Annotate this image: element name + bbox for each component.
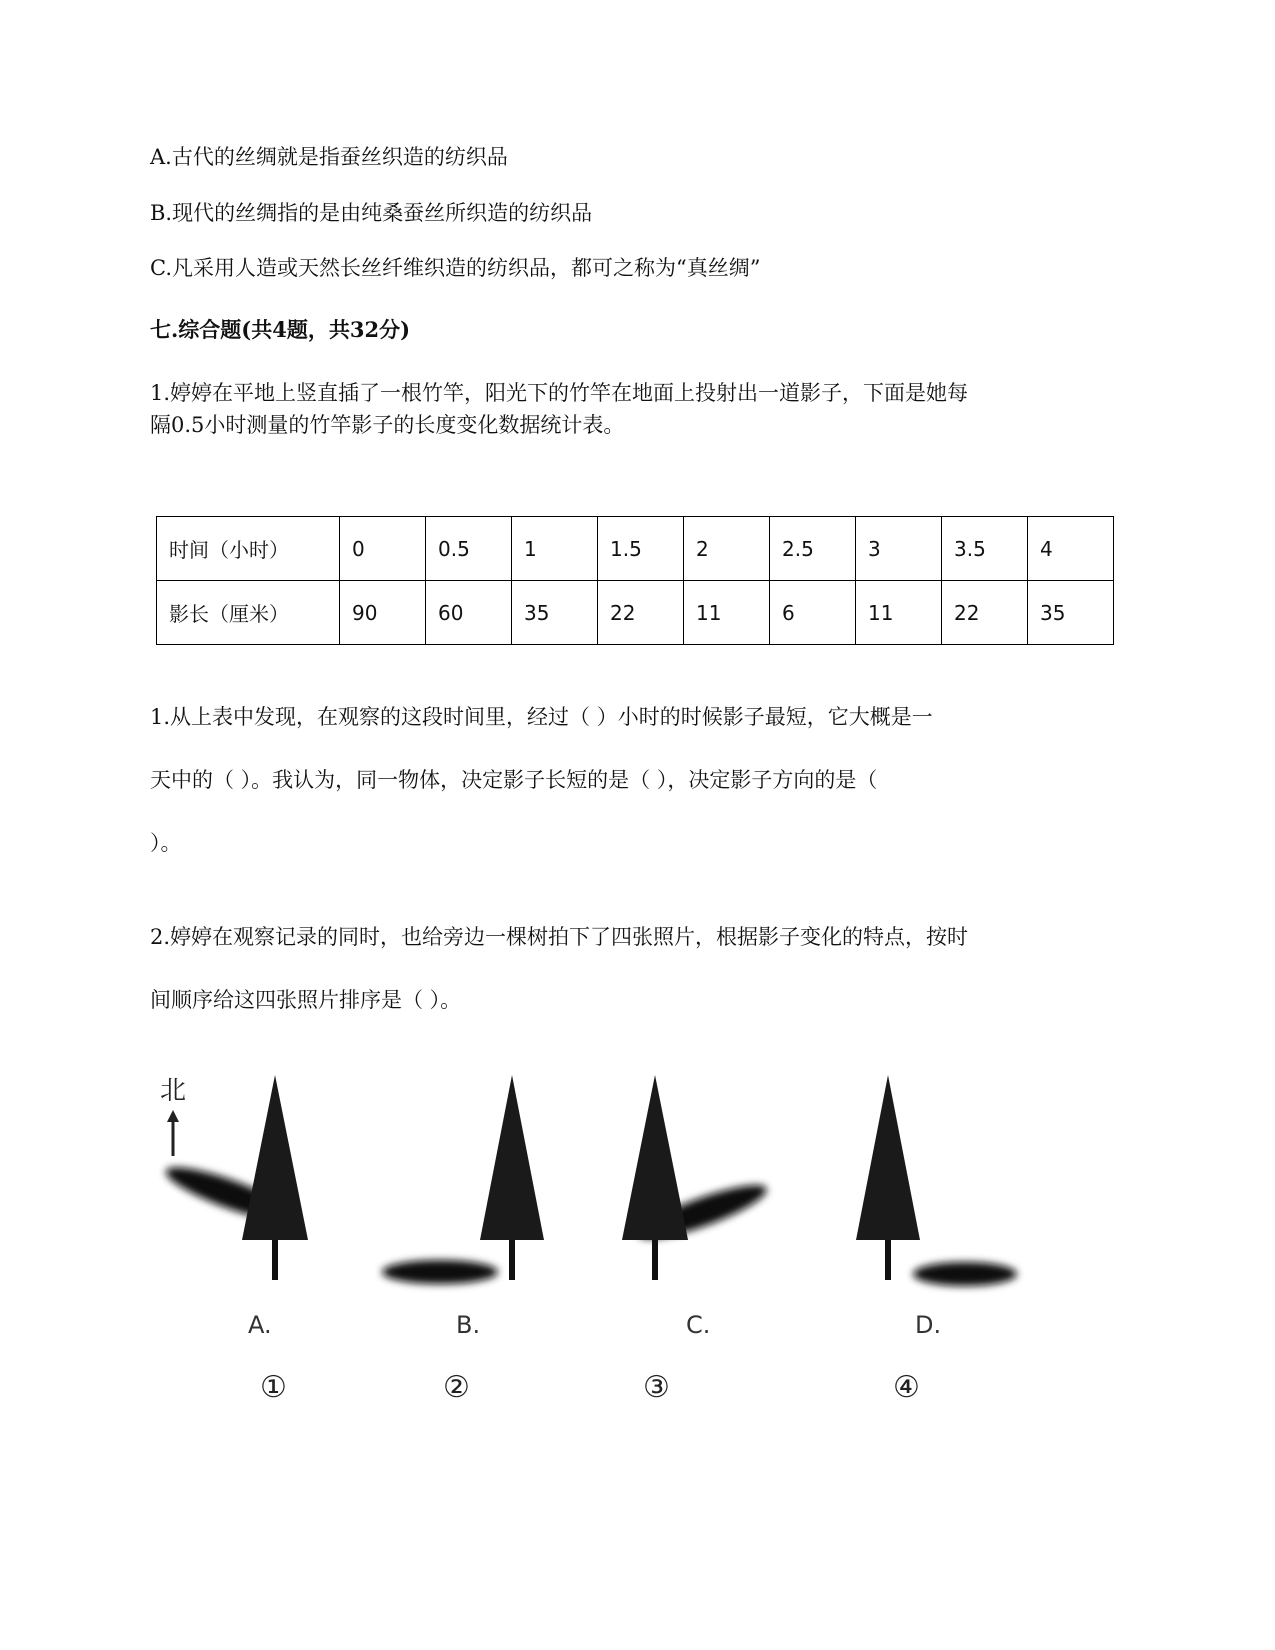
table-row [157,517,1114,581]
question2-line1: 2.婷婷在观察记录的同时，也给旁边一棵树拍下了四张照片，根据影子变化的特点，按时 [150,925,969,949]
section-title: 七.综合题(共4题，共32分) [150,317,411,342]
figure-label-b: B. [456,1311,481,1339]
north-label: 北 [160,1076,187,1106]
tree-a-icon [161,1075,308,1280]
circled-number-1: ① [260,1370,287,1405]
figure-label-d: D. [915,1311,942,1339]
problem-intro-line2: 隔0.5小时测量的竹竿影子的长度变化数据统计表。 [150,413,625,437]
option-a: A.古代的丝绸就是指蚕丝织造的纺织品 [150,145,508,169]
table-cell: 6 [770,581,856,645]
option-c: C.凡采用人造或天然长丝纤维织造的纺织品，都可之称为“真丝绸” [150,256,761,280]
table-cell: 22 [942,581,1028,645]
tree-c-icon [622,1075,771,1280]
table-cell: 2.5 [770,517,856,581]
table-cell: 3.5 [942,517,1028,581]
problem-intro-line1: 1.婷婷在平地上竖直插了一根竹竿，阳光下的竹竿在地面上投射出一道影子，下面是她每 [150,381,969,405]
table-cell: 4 [1028,517,1114,581]
question1-line3: ）。 [150,831,182,855]
table-cell: 60 [426,581,512,645]
circled-number-4: ④ [893,1370,920,1405]
table-cell: 11 [684,581,770,645]
question2-line2: 间顺序给这四张照片排序是（ ）。 [150,988,462,1012]
tree-shadow-figure [150,1070,1100,1490]
table-cell: 22 [598,581,684,645]
table-cell: 35 [1028,581,1114,645]
option-b: B.现代的丝绸指的是由纯桑蚕丝所织造的纺织品 [150,201,593,225]
table-row [157,581,1114,645]
figure-label-a: A. [248,1311,272,1339]
tree-b-icon [382,1075,544,1284]
table-cell: 0 [340,517,426,581]
tree-d-icon [856,1075,1017,1286]
table-header-time: 时间（小时） [157,517,340,581]
question1-line1: 1.从上表中发现，在观察的这段时间里，经过（ ）小时的时候影子最短，它大概是一 [150,705,933,729]
table-cell: 11 [856,581,942,645]
circled-number-2: ② [443,1370,470,1405]
table-cell: 90 [340,581,426,645]
circled-number-3: ③ [643,1370,670,1405]
trees-illustration [150,1070,1100,1300]
table-header-length: 影长（厘米） [157,581,340,645]
question1-line2: 天中的（ ）。我认为，同一物体，决定影子长短的是（ ），决定影子方向的是（ [150,768,878,792]
table-cell: 0.5 [426,517,512,581]
table-cell: 1 [512,517,598,581]
table-cell: 1.5 [598,517,684,581]
table-cell: 35 [512,581,598,645]
shadow-data-table [156,516,1114,645]
table-cell: 2 [684,517,770,581]
table-cell: 3 [856,517,942,581]
figure-label-c: C. [686,1311,711,1339]
